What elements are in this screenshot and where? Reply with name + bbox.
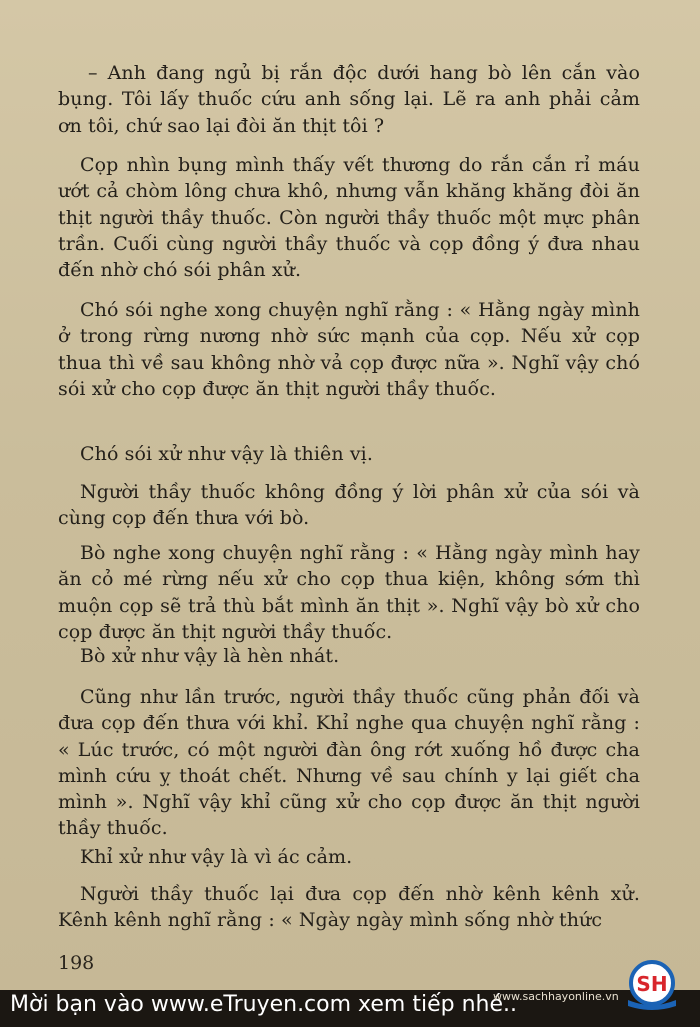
- logo-letters: SH: [636, 972, 668, 996]
- paragraph-3: Chó sói nghe xong chuyện nghĩ rằng : « Hằng ngày mình ở trong rừng nương nhờ sức mạnh của cọp. Nếu xử cọp thua thì về sau không nhờ vả cọp được nữa ». Nghĩ vậy chó sói xử cho cọp được ăn thịt người thầy thuốc.: [58, 299, 640, 400]
- paragraph-9: Khỉ xử như vậy là vì ác cảm.: [80, 846, 353, 868]
- paragraph-4: Chó sói xử như vậy là thiên vị.: [80, 443, 373, 465]
- publisher-logo-icon: [622, 960, 682, 1012]
- paragraph-7: Bò xử như vậy là hèn nhát.: [80, 645, 340, 667]
- logo-graphic: [622, 960, 682, 1012]
- paragraph-8: Cũng như lần trước, người thầy thuốc cũng phản đối và đưa cọp đến thưa với khỉ. Khỉ nghe qua chuyện nghĩ rằng : « Lúc trước, có một người đàn ông rớt xuống hồ được cha mình cứu ỵ thoát chết. Nhưng về sau chính y lại giết cha mình ». Nghĩ vậy khỉ cũng xử cho cọp được ăn thịt người thầy thuốc.: [58, 686, 640, 840]
- paragraph-1: – Anh đang ngủ bị rắn độc dưới hang bò lên cắn vào bụng. Tôi lấy thuốc cứu anh sống lại. Lẽ ra anh phải cảm ơn tôi, chứ sao lại đòi ăn thịt tôi ?: [58, 62, 640, 137]
- paragraph-6: Bò nghe xong chuyện nghĩ rằng : « Hằng ngày mình hay ăn cỏ mé rừng nếu xử cho cọp thua kiện, không sớm thì muộn cọp sẽ trả thù bắt mình ăn thịt ». Nghĩ vậy bò xử cho cọp được ăn thịt người thầy thuốc.: [58, 542, 640, 643]
- paragraph-5: Người thầy thuốc không đồng ý lời phân xử của sói và cùng cọp đến thưa với bò.: [58, 481, 640, 530]
- page-number: 198: [58, 952, 95, 974]
- paragraph-2: Cọp nhìn bụng mình thấy vết thương do rắn cắn rỉ máu ướt cả chòm lông chưa khô, nhưng vẫn khăng khăng đòi ăn thịt người thầy thuốc. Còn người thầy thuốc một mực phân trần. Cuối cùng người thầy thuốc và cọp đồng ý đưa nhau đến nhờ chó sói phân xử.: [58, 154, 640, 282]
- footer-link[interactable]: Mời bạn vào www.eTruyen.com xem tiếp nhé..: [10, 992, 517, 1017]
- site-url[interactable]: www.sachhayonline.vn: [493, 990, 619, 1003]
- paragraph-10: Người thầy thuốc lại đưa cọp đến nhờ kênh kênh xử. Kênh kênh nghĩ rằng : « Ngày ngày mình sống nhờ thức: [58, 883, 640, 932]
